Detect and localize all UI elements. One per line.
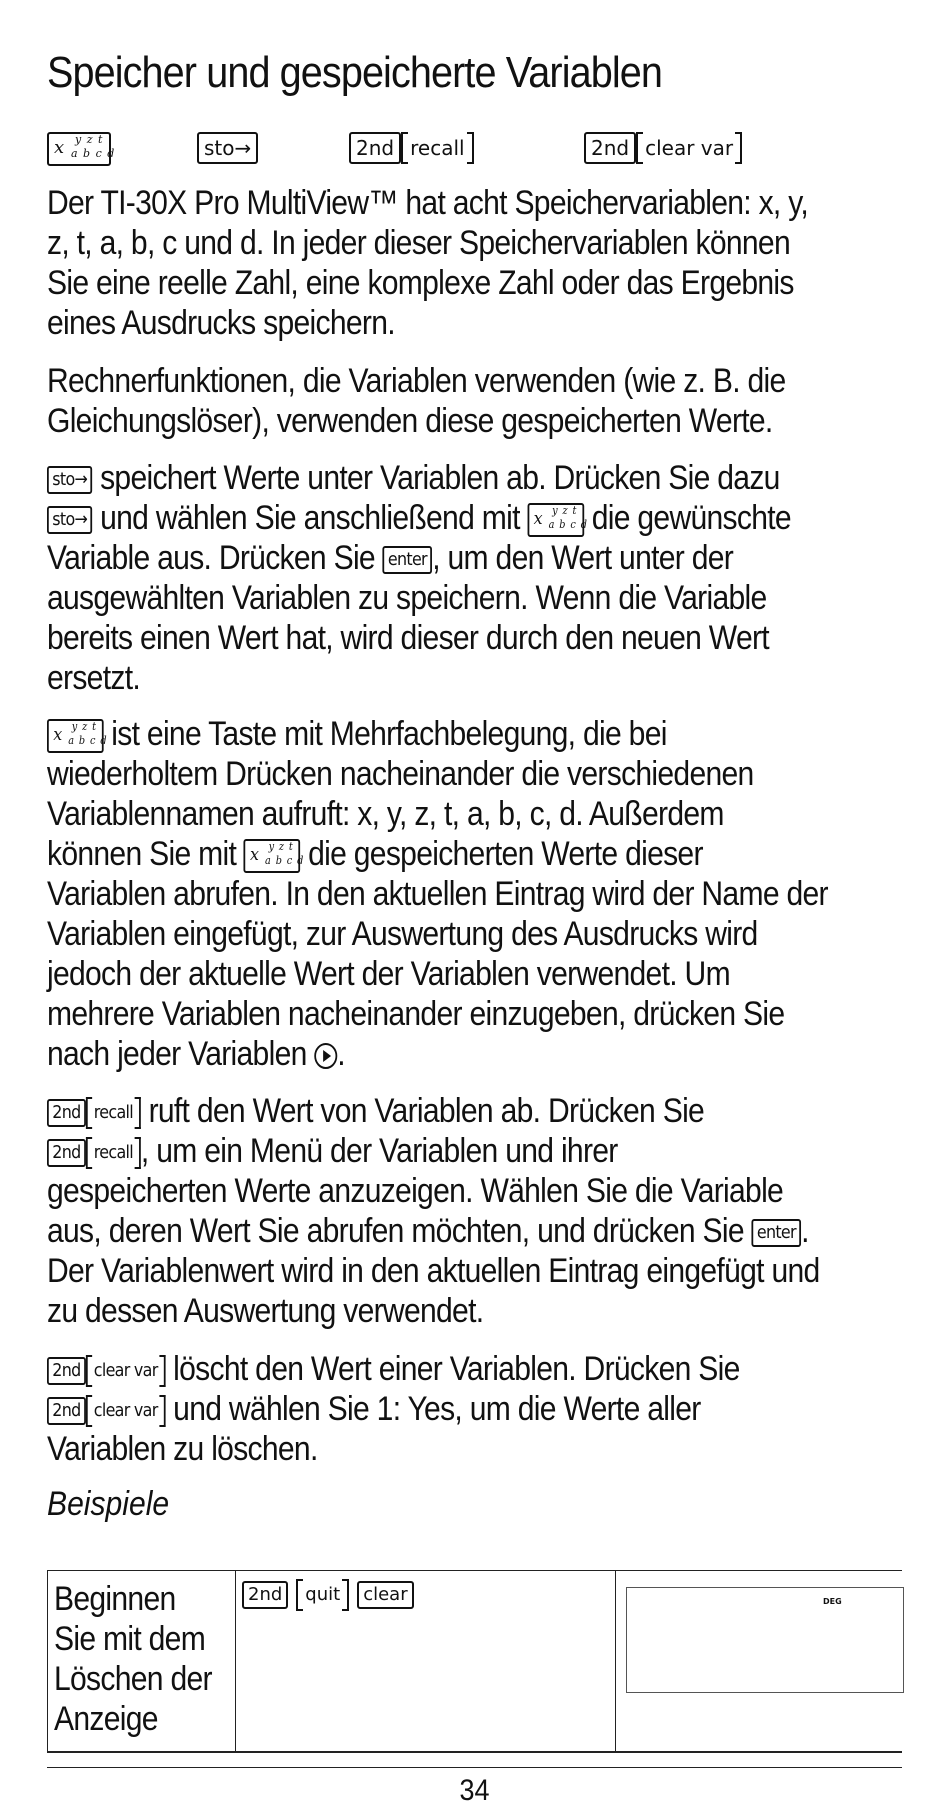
- recall-key-combo: 2nd recall: [349, 132, 474, 164]
- second-key: 2nd: [47, 1357, 86, 1385]
- paragraph-clear-var: 2nd clear var löscht den Wert einer Variablen. Drücken Sie 2nd clear var und wählen Sie 1: Yes, um die Werte aller Variablen zu löschen.: [47, 1350, 740, 1468]
- manual-page: [47, 0, 902, 1815]
- deg-indicator: DEG: [823, 1597, 842, 1606]
- second-key: 2nd: [47, 1397, 86, 1425]
- right-arrow-key-icon: [314, 1043, 337, 1069]
- clear-key: clear: [357, 1581, 413, 1609]
- paragraph-recall: 2nd recall ruft den Wert von Variablen ab. Drücken Sie 2nd recall , um ein Menü der Variablen und ihrer gespeicherten Werte anzuzeigen. Wählen Sie die Variable aus, deren Wert Sie abrufen möchten, und drücken Sie enter . Der Variablenwert wird in den aktuellen Eintrag eingefügt und zu dessen Auswertung verwendet.: [47, 1092, 820, 1330]
- quit-key: quit: [296, 1581, 349, 1609]
- paragraph-sto: sto→ speichert Werte unter Variablen ab. Drücken Sie dazu sto→ und wählen Sie anschließend mit x y z t a b c d die gewünschte Variable aus. Drücken Sie enter , um den Wert unter der ausgewählten Variablen zu speichern. Wenn die Variable bereits einen Wert hat, wird dieser durch den neuen Wert ersetzt.: [47, 459, 791, 697]
- paragraph-functions: Rechnerfunktionen, die Variablen verwenden (wie z. B. die Gleichungslöser), verwenden diese gespeicherten Werte.: [47, 362, 786, 440]
- var-key-icon: x y z t a b c d: [47, 132, 111, 166]
- second-key: 2nd: [242, 1581, 288, 1609]
- examples-heading: Beispiele: [47, 1485, 170, 1523]
- key-summary-row: [47, 132, 902, 172]
- clear-var-key: clear var: [86, 1397, 166, 1425]
- recall-key: recall: [86, 1139, 141, 1167]
- sto-key: sto→: [47, 506, 92, 534]
- clear-var-key: clear var: [86, 1357, 166, 1385]
- recall-key: recall: [86, 1099, 141, 1127]
- sto-key: sto→: [197, 132, 258, 164]
- enter-key: enter: [752, 1219, 802, 1247]
- var-key-icon: x y z t a b c d: [244, 839, 301, 873]
- var-key: [47, 132, 116, 166]
- clear-var-key-combo: 2nd clear var: [584, 132, 742, 164]
- calculator-screen: [626, 1587, 904, 1693]
- var-key-icon: x y z t a b c d: [527, 503, 584, 537]
- second-key: 2nd: [47, 1139, 86, 1167]
- paragraph-intro: Der TI-30X Pro MultiView™ hat acht Speichervariablen: x, y, z, t, a, b, c und d. In jeder dieser Speichervariablen können Sie eine reelle Zahl, eine komplexe Zahl oder das Ergebnis eines Ausdrucks speichern.: [47, 184, 808, 342]
- footer-rule: [47, 1767, 902, 1768]
- second-key: 2nd: [47, 1099, 86, 1127]
- example-keys-cell: [235, 1571, 616, 1751]
- example-description-cell: Beginnen Sie mit dem Löschen der Anzeige: [47, 1571, 236, 1751]
- var-key-icon: x y z t a b c d: [47, 719, 104, 753]
- enter-key: enter: [383, 546, 433, 574]
- example-table: [47, 1570, 902, 1753]
- paragraph-var-key: x y z t a b c d ist eine Taste mit Mehrfachbelegung, die bei wiederholtem Drücken nacheinander die verschiedenen Variablennamen aufruft: x, y, z, t, a, b, c, d. Außerdem können Sie mit x y z t a b c d die gespeicherten Werte dieser Variablen abrufen. In den aktuellen Eintrag wird der Name der Variablen eingefügt, zur Auswertung des Ausdrucks wird jedoch der aktuelle Wert der Variablen verwendet. Um mehrere Variablen nacheinander einzugeben, drücken Sie nach jeder Variablen .: [47, 715, 828, 1073]
- page-number: 34: [459, 1774, 490, 1807]
- page-title: Speicher und gespeicherte Variablen: [47, 48, 663, 97]
- example-screen-cell: [615, 1571, 903, 1751]
- sto-key: sto→: [47, 466, 92, 494]
